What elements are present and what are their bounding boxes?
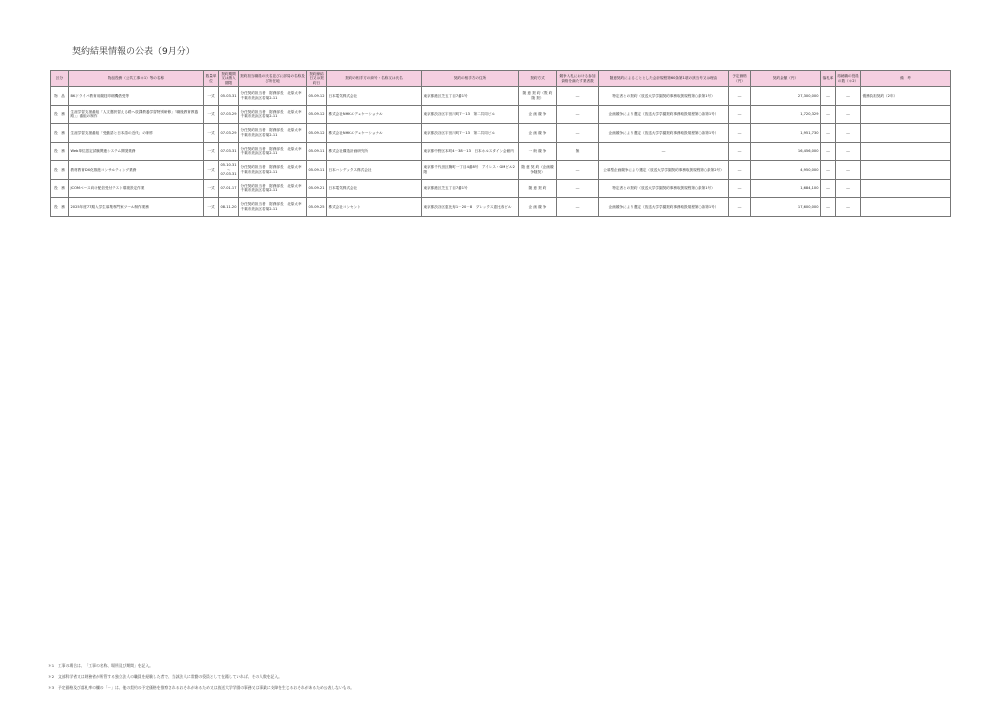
address-cell: 東京都中野区本町4－38－13 日本ホルスタイン会館内 (422, 142, 519, 161)
official-cell: 分任契約担当者 財務部長 北原太幸 千葉市美浜区若葉2-11 (239, 105, 307, 124)
contract-date-cell: 05.09.11 (307, 142, 327, 161)
vendor-cell: 日本ハンデックス株式会社 (327, 161, 422, 180)
item-name-cell: 2025年度77期入学生募集専門家ツール制作業務 (69, 198, 204, 217)
estimate-cell: ― (729, 161, 751, 180)
period-cell: 07.03.31 (219, 142, 239, 161)
reemployment-cell: ― (836, 87, 861, 106)
table-row (51, 87, 951, 106)
quantity-cell: 一式 (204, 142, 219, 161)
amount-cell: 4,950,000 (751, 161, 821, 180)
table-row (51, 198, 951, 217)
vendor-cell: 株式会社NHKエデュケーショナル (327, 105, 422, 124)
reason-cell: 特定者との契約（放送大学学園契約事務取扱規程第○条第1号） (599, 87, 729, 106)
address-cell: 東京都港区芝五丁目7番1号 (422, 87, 519, 106)
address-cell: 東京都千代田区麹町一丁目4番8号 アイレス・GMビル2階 (422, 161, 519, 180)
vendor-cell: 日本電気株式会社 (327, 179, 422, 198)
bidders-cell: ― (557, 179, 599, 198)
header-cell: 予定価格（円） (729, 71, 751, 87)
category-cell: 役 務 (51, 161, 69, 180)
header-cell: 契約の相手方の住所 (422, 71, 519, 87)
method-cell: 企 画 競 争 (519, 198, 557, 217)
contract-date-cell: 05.09.25 (307, 198, 327, 217)
period-cell: 07.01.17 (219, 179, 239, 198)
bidders-cell: ― (557, 105, 599, 124)
reemployment-cell: ― (836, 105, 861, 124)
table-row (51, 179, 951, 198)
period-cell: 05.03.31 (219, 87, 239, 106)
bidders-cell: ― (557, 124, 599, 143)
item-name-cell: 生涯学習支援番組「人文選択習える路へ放課教養学習特別研修」「職後教育教養路」」番組の制作 (69, 105, 204, 124)
reemployment-cell: ― (836, 124, 861, 143)
period-cell: 07.03.29 (219, 124, 239, 143)
official-cell: 分任契約担当者 財務部長 北原太幸 千葉市美浜区若葉2-11 (239, 161, 307, 180)
rate-cell: ― (821, 105, 836, 124)
category-cell: 役 務 (51, 142, 69, 161)
page-title: 契約結果情報の公表（9月分） (72, 47, 195, 57)
estimate-cell: ― (729, 179, 751, 198)
amount-cell: 1,720,329 (751, 105, 821, 124)
amount-cell: 27,300,000 (751, 87, 821, 106)
header-cell: 契約期間又は納入期限 (219, 71, 239, 87)
contracts-table (50, 70, 951, 217)
amount-cell: 17,600,000 (751, 198, 821, 217)
header-cell: 契約締結日又は契約日 (307, 71, 327, 87)
category-cell: 物 品 (51, 87, 69, 106)
note-cell (861, 105, 951, 124)
address-cell: 東京都渋谷区恵比寿1－20－8 プレックス恵比寿ビル (422, 198, 519, 217)
reason-cell: 企画競争により選定（放送大学学園契約事務取扱規程第○条第1号） (599, 198, 729, 217)
reemployment-cell: ― (836, 179, 861, 198)
contract-date-cell: 05.09.11 (307, 161, 327, 180)
note-cell: 債務負担契約（2年） (861, 87, 951, 106)
quantity-cell: 一式 (204, 105, 219, 124)
header-cell: 物品役務（公共工事＊1）等の名称 (69, 71, 204, 87)
vendor-cell: 日本電気株式会社 (327, 87, 422, 106)
official-cell: 分任契約担当者 財務部長 北原太幸 千葉市美浜区若葉2-11 (239, 124, 307, 143)
reemployment-cell: ― (836, 198, 861, 217)
rate-cell: ― (821, 87, 836, 106)
note-cell (861, 124, 951, 143)
method-cell: 随 意 契 約 (519, 179, 557, 198)
contract-date-cell: 05.09.21 (307, 179, 327, 198)
vendor-cell: 株式会社構造計画研究所 (327, 142, 422, 161)
reason-cell: ― (599, 142, 729, 161)
header-cell: 契約方式 (519, 71, 557, 87)
category-cell: 役 務 (51, 105, 69, 124)
header-row (51, 71, 951, 87)
official-cell: 分任契約担当者 財務部長 北原太幸 千葉市美浜区若葉2-11 (239, 198, 307, 217)
contract-date-cell: 05.09.12 (307, 87, 327, 106)
method-cell: 随 意 契 約（企画競争随契） (519, 161, 557, 180)
header-cell: 契約の相手方の商号・名称又は氏名 (327, 71, 422, 87)
rate-cell: ― (821, 161, 836, 180)
table-row (51, 142, 951, 161)
table-row (51, 161, 951, 180)
item-name-cell: Web単位認定試験関連システム開発業務 (69, 142, 204, 161)
period-cell: 07.03.29 (219, 105, 239, 124)
reason-cell: 企画競争により選定（放送大学学園契約事務取扱規程第○条第1号） (599, 124, 729, 143)
note-cell (861, 142, 951, 161)
note-cell (861, 179, 951, 198)
header-cell: 随意契約によることとした会計規程第60条第1項の該当号又は理由 (599, 71, 729, 87)
note-cell (861, 198, 951, 217)
header-cell: 契約金額（円） (751, 71, 821, 87)
official-cell: 分任契約担当者 財務部長 北原太幸 千葉市美浜区若葉2-11 (239, 179, 307, 198)
estimate-cell: ― (729, 105, 751, 124)
period-cell: 05.10.31～07.03.31 (219, 161, 239, 180)
header-cell: 区分 (51, 71, 69, 87)
rate-cell: ― (821, 198, 836, 217)
contract-date-cell: 05.09.12 (307, 124, 327, 143)
quantity-cell: 一式 (204, 179, 219, 198)
header-cell: 契約担当職員の氏名並びに部局の名称及び所在地 (239, 71, 307, 87)
footnote: ＊3 予定価格及び落札率の欄の「－」は、他の契約の予定価格を推察されるおそれがあるため又は放送大学学園の事務又は事業に支障を生じるおそれがあるため公表しないもの。 (48, 685, 355, 690)
amount-cell: 1,684,100 (751, 179, 821, 198)
bidders-cell: ― (557, 87, 599, 106)
table-row (51, 124, 951, 143)
category-cell: 役 務 (51, 124, 69, 143)
quantity-cell: 一式 (204, 124, 219, 143)
estimate-cell: ― (729, 198, 751, 217)
reemployment-cell: ― (836, 142, 861, 161)
address-cell: 東京都渋谷区宇田川町7－13 第二共同ビル (422, 105, 519, 124)
method-cell: 企 画 競 争 (519, 124, 557, 143)
reason-cell: 企画競争により選定（放送大学学園契約事務取扱規程第○条第1号） (599, 105, 729, 124)
bidders-cell: ― (557, 198, 599, 217)
reemployment-cell: ― (836, 161, 861, 180)
header-cell: 備 考 (861, 71, 951, 87)
method-cell: 随 意 契 約（既 約 随 契） (519, 87, 557, 106)
item-name-cell: BKドライバ教育用競技印刷機借受等 (69, 87, 204, 106)
official-cell: 分任契約担当者 財務部長 北原太幸 千葉市美浜区若葉2-11 (239, 142, 307, 161)
header-cell: 数量単位 (204, 71, 219, 87)
item-name-cell: 生涯学習支援番組「受動語と日本語の近代」の制作 (69, 124, 204, 143)
reason-cell: 特定者との契約（放送大学学園契約事務取扱規程第○条第1号） (599, 179, 729, 198)
official-cell: 分任契約担当者 財務部長 北原太幸 千葉市美浜区若葉2-11 (239, 87, 307, 106)
amount-cell: 1,951,730 (751, 124, 821, 143)
address-cell: 東京都港区芝五丁目7番1号 (422, 179, 519, 198)
category-cell: 役 務 (51, 198, 69, 217)
table-row (51, 105, 951, 124)
estimate-cell: ― (729, 142, 751, 161)
quantity-cell: 一式 (204, 87, 219, 106)
note-cell (861, 161, 951, 180)
estimate-cell: ― (729, 87, 751, 106)
quantity-cell: 一式 (204, 198, 219, 217)
contract-date-cell: 05.09.12 (307, 105, 327, 124)
amount-cell: 16,456,000 (751, 142, 821, 161)
estimate-cell: ― (729, 124, 751, 143)
category-cell: 役 務 (51, 179, 69, 198)
bidders-cell: ― (557, 161, 599, 180)
footnote: ＊1 工事の場合は、「工事の名称、場所及び期間」を記入。 (48, 663, 153, 668)
rate-cell: ― (821, 124, 836, 143)
method-cell: 企 画 競 争 (519, 105, 557, 124)
rate-cell: ― (821, 142, 836, 161)
rate-cell: ― (821, 179, 836, 198)
footnote: ＊2 文部科学省又は財務省が所管する独立法人の職員を経験した者で、当該法人に常勤の役員として在籍していれば、その人数を記入。 (48, 674, 282, 679)
header-cell: 落札率 (821, 71, 836, 87)
vendor-cell: 株式会社NHKエデュケーショナル (327, 124, 422, 143)
item-name-cell: 教材教育DX化推進コンサルティング業務 (69, 161, 204, 180)
vendor-cell: 株式会社コンセント (327, 198, 422, 217)
quantity-cell: 一式 (204, 161, 219, 180)
period-cell: 08.11.20 (219, 198, 239, 217)
address-cell: 東京都渋谷区宇田川町7－13 第二共同ビル (422, 124, 519, 143)
footnotes (48, 660, 354, 693)
bidders-cell: 無 (557, 142, 599, 161)
item-name-cell: JCOMベース向け配信受付テスト環境設定作業 (69, 179, 204, 198)
reason-cell: 公募型企画競争により選定（放送大学学園契約事務取扱規程第○条第2号） (599, 161, 729, 180)
header-cell: 再就職の役員の数（＊2） (836, 71, 861, 87)
method-cell: 一 般 競 争 (519, 142, 557, 161)
header-cell: 競争入札における参加資格を満たす業者数 (557, 71, 599, 87)
